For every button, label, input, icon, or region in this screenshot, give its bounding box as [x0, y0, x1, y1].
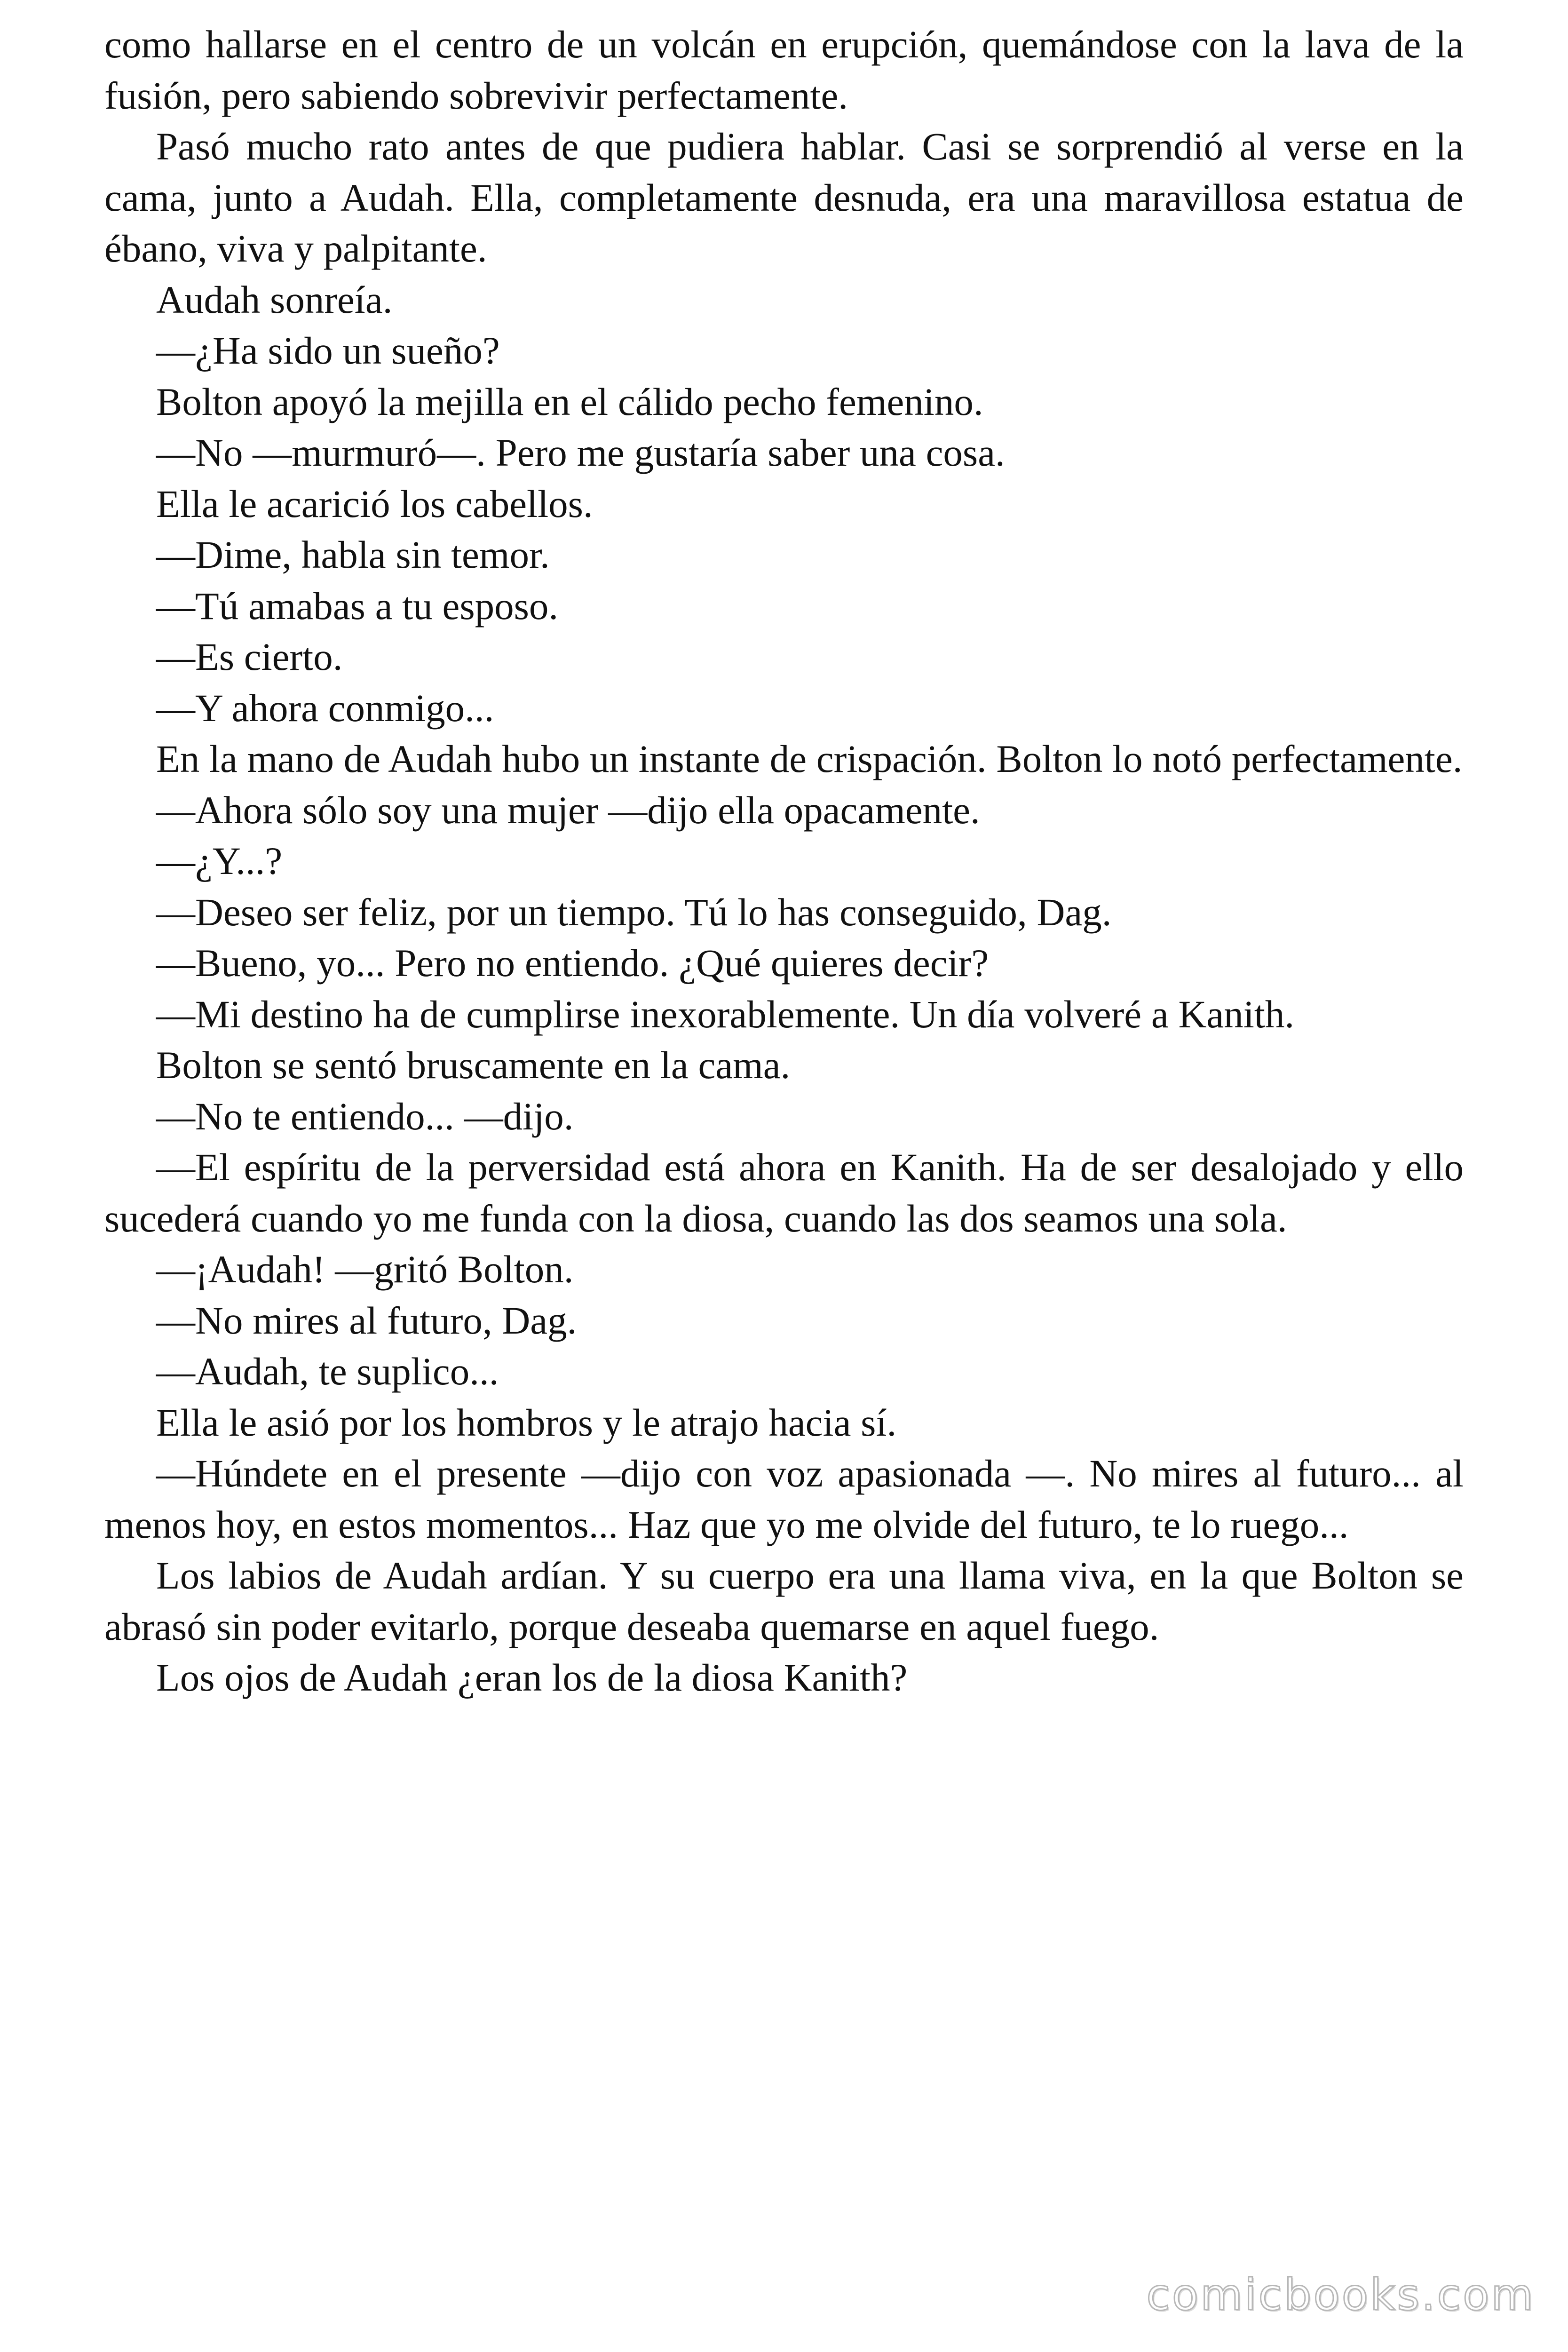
paragraph: Bolton apoyó la mejilla en el cálido pecho femenino. — [156, 380, 983, 423]
paragraph: —El espíritu de la perversidad está ahora en Kanith. Ha de ser desalojado y ello sucederá cuando yo me funda con la diosa, cuando las dos seamos una sola. — [104, 1145, 1464, 1240]
paragraph: —Es cierto. — [156, 635, 343, 678]
page-text — [104, 19, 1464, 1703]
paragraph: —Ahora sólo soy una mujer —dijo ella opacamente. — [156, 788, 980, 832]
paragraph: —Y ahora conmigo... — [156, 686, 494, 730]
paragraph: —Húndete en el presente —dijo con voz apasionada —. No mires al futuro... al menos hoy, en estos momentos... Haz que yo me olvide del futuro, te lo ruego... — [104, 1452, 1464, 1546]
paragraph: —Tú amabas a tu esposo. — [156, 584, 559, 628]
paragraph: como hallarse en el centro de un volcán en erupción, quemándose con la lava de la fusión, pero sabiendo sobrevivir perfectamente. — [104, 23, 1464, 117]
paragraph: Pasó mucho rato antes de que pudiera hablar. Casi se sorprendió al verse en la cama, junto a Audah. Ella, completamente desnuda, era una maravillosa estatua de ébano, viva y palpitante. — [104, 125, 1464, 270]
paragraph: —No —murmuró—. Pero me gustaría saber una cosa. — [156, 431, 1005, 474]
paragraph: Bolton se sentó bruscamente en la cama. — [156, 1043, 791, 1087]
paragraph: —Mi destino ha de cumplirse inexorablemente. Un día volveré a Kanith. — [156, 992, 1295, 1036]
paragraph: En la mano de Audah hubo un instante de crispación. Bolton lo notó perfectamente. — [156, 737, 1463, 780]
paragraph: —No te entiendo... —dijo. — [156, 1094, 574, 1138]
paragraph: —Dime, habla sin temor. — [156, 533, 550, 576]
paragraph: —¿Y...? — [156, 839, 283, 882]
paragraph: —¿Ha sido un sueño? — [156, 329, 500, 372]
paragraph: —No mires al futuro, Dag. — [156, 1298, 577, 1342]
paragraph: Ella le acarició los cabellos. — [156, 482, 593, 525]
paragraph: —¡Audah! —gritó Bolton. — [156, 1248, 574, 1291]
watermark-logo: comicbooks.com — [1146, 2270, 1535, 2320]
paragraph: Ella le asió por los hombros y le atrajo hacia sí. — [156, 1400, 897, 1444]
paragraph: —Bueno, yo... Pero no entiendo. ¿Qué quieres decir? — [156, 941, 989, 985]
paragraph: Audah sonreía. — [156, 278, 393, 321]
paragraph: Los ojos de Audah ¿eran los de la diosa Kanith? — [156, 1656, 908, 1699]
paragraph: —Deseo ser feliz, por un tiempo. Tú lo has conseguido, Dag. — [156, 890, 1112, 934]
paragraph: Los labios de Audah ardían. Y su cuerpo era una llama viva, en la que Bolton se abrasó sin poder evitarlo, porque deseaba quemarse en aquel fuego. — [104, 1554, 1464, 1648]
paragraph: —Audah, te suplico... — [156, 1350, 499, 1393]
